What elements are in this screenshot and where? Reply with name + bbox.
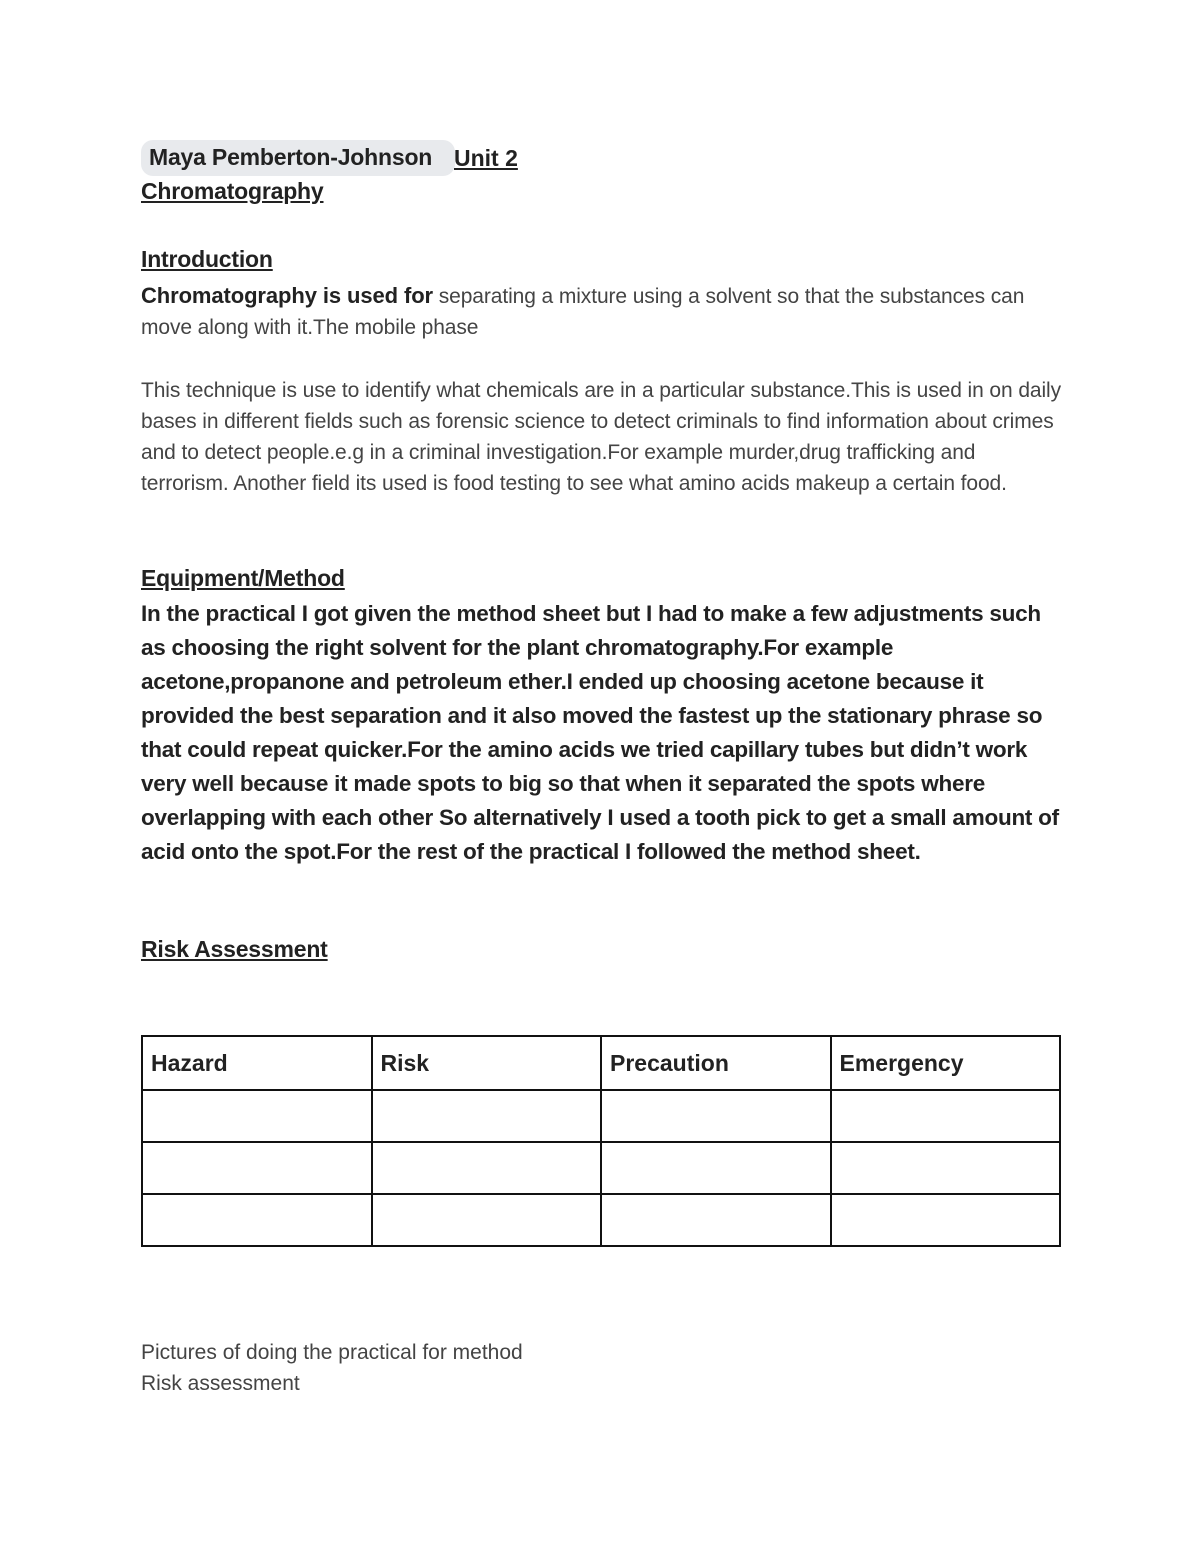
risk-assessment-heading: Risk Assessment [141, 936, 328, 962]
introduction-paragraph-2: This technique is use to identify what chemicals are in a particular substance.This is used in on daily bases in different fields such as forensic science to detect criminals to find information about crimes and to detect people.e.g in a criminal investigation.For example murder,drug trafficking and terrorism. Another field its used is food testing to see what amino acids makeup a certain food. [141, 379, 1062, 495]
equipment-method-text: In the practical I got given the method sheet but I had to make a few adjustments such as choosing the right solvent for the plant chromatography.For example acetone,propanone and petroleum ether.I ended up choosing acetone because it provided the best separation and it also moved the fastest up the stationary phrase so that could repeat quicker.For the amino acids we tried capillary tubes but didn’t work very well because it made spots to big so that when it separated the spots where overlapping with each other So alternatively I used a tooth pick to get a small amount of acid onto the spot.For the rest of the practical I followed the method sheet. [141, 601, 1059, 864]
risk-assessment-table [141, 1035, 1061, 1247]
column-header-precaution: Precaution [601, 1036, 831, 1090]
table-cell[interactable] [831, 1194, 1061, 1246]
introduction-lead-text: Chromatography is used for [141, 283, 433, 308]
footer-note-risk: Risk assessment [141, 1372, 300, 1395]
table-cell[interactable] [372, 1142, 602, 1194]
introduction-heading: Introduction [141, 246, 273, 272]
column-header-hazard: Hazard [142, 1036, 372, 1090]
column-header-risk: Risk [372, 1036, 602, 1090]
table-cell[interactable] [142, 1194, 372, 1246]
table-cell[interactable] [601, 1090, 831, 1142]
table-cell[interactable] [831, 1142, 1061, 1194]
document-header [141, 140, 518, 176]
author-name-chip[interactable]: Maya Pemberton-Johnson [141, 140, 455, 176]
document-title: Chromatography [141, 178, 324, 204]
table-cell[interactable] [601, 1142, 831, 1194]
table-cell[interactable] [372, 1090, 602, 1142]
column-header-emergency: Emergency [831, 1036, 1061, 1090]
footer-note-pictures: Pictures of doing the practical for method [141, 1341, 523, 1364]
unit-label: Unit 2 [454, 145, 518, 171]
table-cell[interactable] [601, 1194, 831, 1246]
table-row [142, 1194, 1060, 1246]
introduction-rest-text: separating a mixture using a solvent so that the substances can move along with it.The mobile phase [141, 285, 1025, 339]
equipment-heading: Equipment/Method [141, 565, 345, 591]
table-header-row [142, 1036, 1060, 1090]
table-cell[interactable] [142, 1142, 372, 1194]
table-row [142, 1142, 1060, 1194]
table-cell[interactable] [142, 1090, 372, 1142]
table-cell[interactable] [372, 1194, 602, 1246]
table-cell[interactable] [831, 1090, 1061, 1142]
table-row [142, 1090, 1060, 1142]
introduction-paragraph-1 [141, 280, 1066, 343]
